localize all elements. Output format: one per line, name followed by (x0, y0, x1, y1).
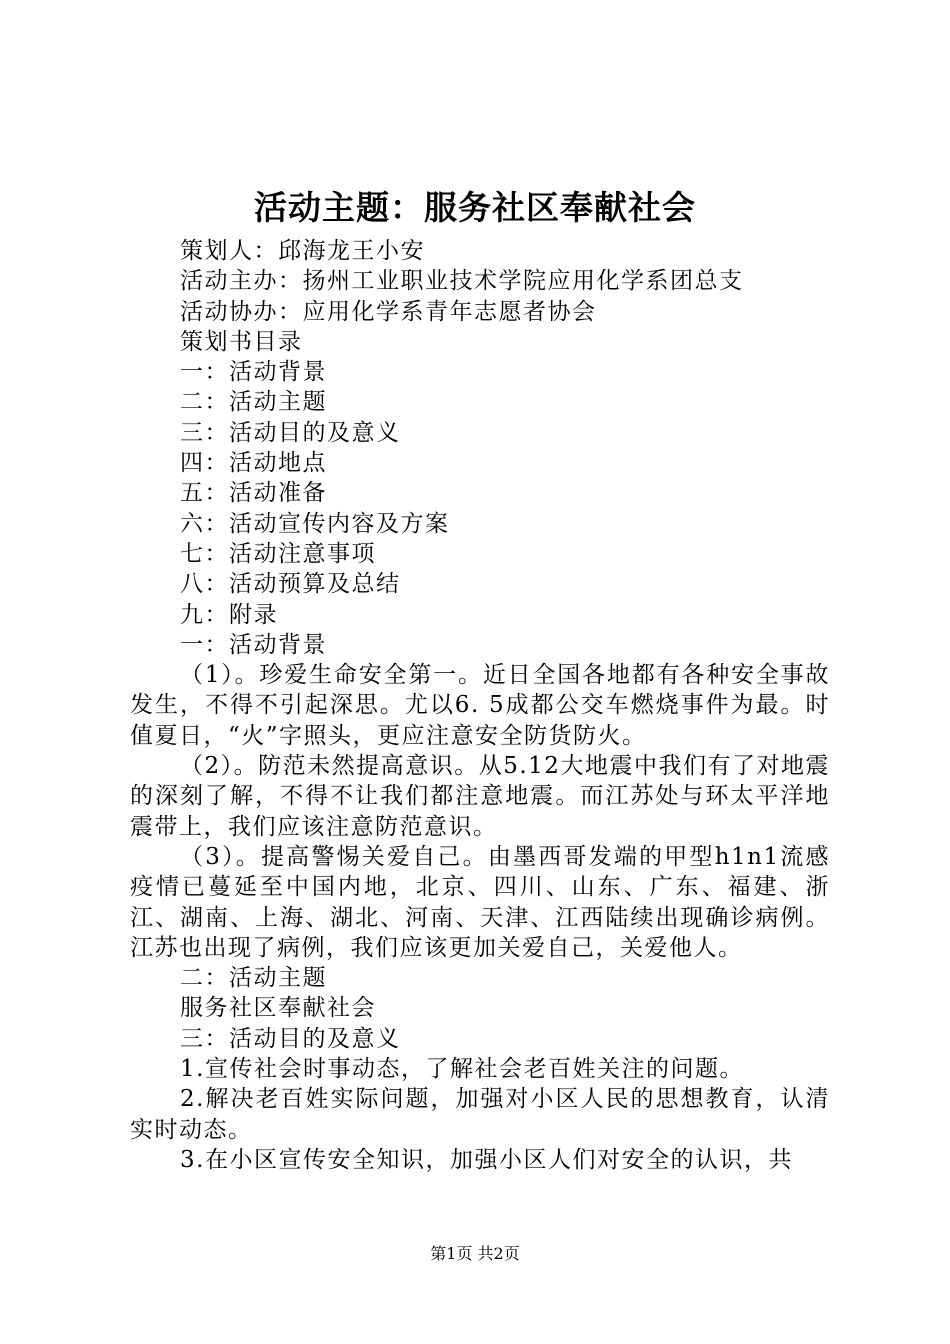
section-heading: 一：活动背景 (180, 631, 327, 658)
toc-heading: 策划书目录 (180, 328, 303, 355)
toc-item: 一：活动背景 (180, 359, 327, 386)
organizer-line: 活动主办：扬州工业职业技术学院应用化学系团总支 (180, 268, 744, 295)
toc-item: 二：活动主题 (180, 389, 327, 416)
document-body (130, 236, 830, 1175)
co-organizer-line: 活动协办：应用化学系青年志愿者协会 (180, 298, 597, 325)
purpose-item: 3.在小区宣传安全知识，加强小区人们对安全的认识，共 (180, 1146, 793, 1173)
background-paragraph: （3）。提高警惕关爱自己。由墨西哥发端的甲型h1n1流感疫情已蔓延至中国内地，北京、四川、山东、广东、福建、浙江、湖南、上海、湖北、河南、天津、江西陆续出现确诊病例。江苏也出现了病例，我们应该更加关爱自己，关爱他人。 (130, 843, 830, 961)
document-title: 活动主题：服务社区奉献社会 (254, 188, 696, 227)
section-heading: 二：活动主题 (180, 965, 327, 992)
toc-item: 五：活动准备 (180, 480, 327, 507)
planner-line: 策划人：邱海龙王小安 (180, 238, 425, 264)
page-footer: 第1页 共2页 (430, 1244, 520, 1263)
toc-item: 九：附录 (180, 601, 278, 628)
toc-item: 四：活动地点 (180, 450, 327, 477)
section-heading: 三：活动目的及意义 (180, 1025, 401, 1052)
toc-item: 七：活动注意事项 (180, 540, 376, 567)
purpose-item: 1.宣传社会时事动态，了解社会老百姓关注的问题。 (180, 1056, 744, 1083)
toc-item: 六：活动宣传内容及方案 (180, 510, 450, 537)
toc-item: 三：活动目的及意义 (180, 419, 401, 446)
toc-item: 八：活动预算及总结 (180, 571, 401, 598)
theme-line: 服务社区奉献社会 (180, 995, 376, 1022)
background-paragraph: （1）。珍爱生命安全第一。近日全国各地都有各种安全事故发生，不得不引起深思。尤以6. 5成都公交车燃烧事件为最。时值夏日，“火”字照头，更应注意安全防货防火。 (130, 662, 830, 749)
purpose-item: 2.解决老百姓实际问题，加强对小区人民的思想教育，认清实时动态。 (130, 1086, 830, 1143)
background-paragraph: （2）。防范未然提高意识。从5.12大地震中我们有了对地震的深刻了解，不得不让我们都注意地震。而江苏处与环太平洋地震带上，我们应该注意防范意识。 (130, 753, 830, 840)
